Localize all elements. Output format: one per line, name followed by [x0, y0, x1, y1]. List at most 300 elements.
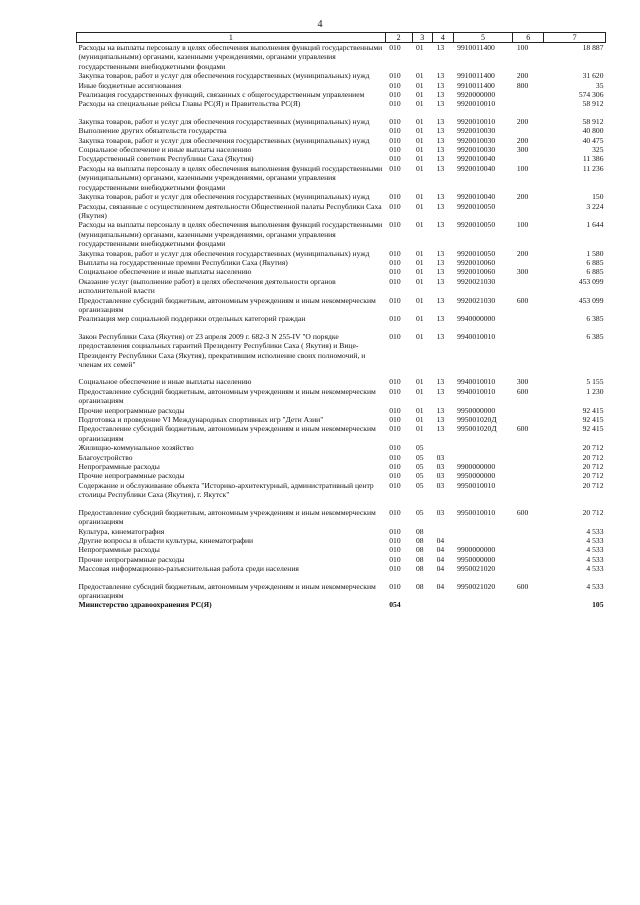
row-target-article: 9940000000 — [457, 314, 496, 324]
row-description: Предоставление субсидий бюджетным, автономным учреждениям и иным некоммерческим организациям — [78, 424, 376, 443]
table-row — [77, 564, 606, 573]
row-target-article: 9950000000 — [457, 554, 496, 564]
row-expense-type — [513, 462, 544, 471]
row-section-code: 05 — [416, 480, 424, 490]
row-target-article: 9920010050 — [457, 201, 496, 211]
row-amount: 20 712 — [582, 462, 604, 472]
row-expense-type — [513, 314, 544, 323]
row-section-code: 01 — [416, 405, 424, 415]
row-description: Прочие непрограммные расходы — [78, 405, 185, 415]
row-target-article: 9940010010 — [457, 377, 496, 387]
row-amount: 4 533 — [586, 535, 604, 545]
row-subsection-code: 13 — [436, 276, 445, 286]
row-target-article: 9920010050 — [457, 220, 496, 230]
table-row — [77, 145, 606, 154]
row-ministry-code: 010 — [389, 424, 401, 434]
row-description: Министерство здравоохранения РС(Я) — [78, 600, 212, 610]
row-amount: 453 099 — [578, 295, 604, 305]
row-section-code: 08 — [416, 535, 424, 545]
row-expense-type — [513, 324, 544, 370]
row-subsection-code: 13 — [436, 126, 445, 136]
row-description: Закупка товаров, работ и услуг для обеспечения государственных (муниципальных) нужд — [78, 135, 370, 145]
row-subsection-code: 03 — [436, 452, 445, 462]
row-section-code: 01 — [416, 424, 424, 434]
row-section-code: 01 — [416, 276, 424, 286]
row-amount: 92 415 — [582, 424, 604, 434]
row-description: Предоставление субсидий бюджетным, автономным учреждениям и иным некоммерческим организациям — [78, 581, 376, 600]
row-section-code: 01 — [416, 126, 424, 136]
row-ministry-code: 010 — [389, 135, 401, 145]
row-amount: 3 224 — [586, 201, 604, 211]
row-section-code: 01 — [416, 248, 424, 258]
row-expense-type: 300 — [516, 377, 529, 387]
row-amount: 11 386 — [582, 154, 604, 164]
header-col-3: 3 — [412, 33, 433, 43]
row-expense-type: 300 — [516, 267, 529, 277]
row-description: Расходы на выплаты персоналу в целях обеспечения выполнения функций государственными (муниципальными) органами, казенными учреждениями, органами управления государственными внебюджетными фондами — [78, 220, 383, 249]
row-amount: 6 885 — [586, 257, 604, 267]
row-description: Предоставление субсидий бюджетным, автономным учреждениям и иным некоммерческим организациям — [78, 386, 376, 406]
table-row — [77, 126, 606, 135]
row-expense-type: 600 — [516, 295, 529, 305]
row-expense-type — [513, 536, 544, 545]
row-subsection-code: 13 — [436, 314, 445, 324]
row-target-article: 9950021020 — [457, 581, 496, 591]
row-section-code: 08 — [416, 545, 424, 555]
row-target-article — [453, 443, 513, 452]
row-description: Культура, кинематография — [78, 526, 165, 536]
row-subsection-code: 04 — [436, 564, 445, 574]
row-target-article: 9910011400 — [457, 43, 495, 52]
row-amount: 105 — [592, 600, 604, 610]
row-section-code: 08 — [416, 526, 424, 536]
table-row — [77, 443, 606, 452]
row-amount: 58 912 — [582, 116, 604, 126]
row-expense-type: 200 — [516, 248, 529, 258]
row-target-article: 9950021020 — [457, 564, 496, 574]
row-section-code: 01 — [416, 192, 424, 202]
row-target-article: 9920010050 — [457, 248, 496, 258]
row-ministry-code: 010 — [389, 295, 401, 305]
row-target-article: 9950000000 — [457, 405, 496, 415]
row-amount: 574 306 — [578, 90, 604, 100]
row-target-article: 9920010060 — [457, 257, 496, 267]
row-target-article: 9920010040 — [457, 154, 496, 164]
row-ministry-code: 010 — [389, 314, 401, 324]
row-target-article: 9940010010 — [457, 386, 496, 396]
row-description: Непрограммные расходы — [78, 462, 160, 472]
row-expense-type: 600 — [516, 507, 529, 517]
row-section-code: 01 — [416, 295, 424, 305]
table-row — [77, 387, 606, 406]
table-row — [77, 192, 606, 201]
row-ministry-code: 010 — [389, 462, 401, 472]
row-expense-type — [513, 126, 544, 135]
row-description: Закупка товаров, работ и услуг для обеспечения государственных (муниципальных) нужд — [78, 116, 370, 126]
table-row — [77, 154, 606, 163]
row-ministry-code: 010 — [389, 192, 401, 202]
row-section-code: 05 — [416, 443, 424, 453]
row-description: Непрограммные расходы — [78, 545, 160, 555]
row-target-article: 9920021030 — [457, 295, 496, 305]
row-description: Расходы на выплаты персоналу в целях обеспечения выполнения функций государственными (муниципальными) органами, казенными учреждениями, органами управления государственными внебюджетными фондами — [78, 163, 383, 192]
row-subsection-code: 13 — [436, 163, 445, 173]
row-description: Оказание услуг (выполнение работ) в целях обеспечения деятельности органов исполнительной власти — [78, 276, 336, 296]
row-target-article: 9920010010 — [457, 116, 496, 126]
row-subsection-code: 13 — [436, 145, 445, 155]
row-amount: 92 415 — [582, 405, 604, 415]
row-section-code: 05 — [416, 471, 424, 481]
row-target-article: 9920010040 — [457, 163, 496, 173]
row-section-code: 08 — [416, 564, 424, 574]
row-amount: 4 533 — [586, 581, 604, 591]
row-amount: 1 230 — [586, 386, 604, 396]
row-ministry-code: 010 — [389, 471, 401, 481]
row-section-code: 01 — [416, 257, 424, 267]
row-ministry-code: 010 — [389, 535, 401, 545]
table-row — [77, 406, 606, 415]
row-description: Закупка товаров, работ и услуг для обеспечения государственных (муниципальных) нужд — [78, 71, 370, 81]
row-section-code: 05 — [416, 462, 424, 472]
row-description: Благоустройство — [78, 452, 133, 462]
page-number: 4 — [317, 19, 323, 30]
row-section-code: 08 — [416, 581, 424, 591]
row-description: Предоставление субсидий бюджетным, автономным учреждениям и иным некоммерческим организациям — [78, 295, 376, 314]
row-ministry-code: 010 — [389, 480, 401, 490]
row-ministry-code: 010 — [389, 386, 401, 396]
row-expense-type — [513, 277, 544, 296]
row-description: Государственный советник Республики Саха (Якутия) — [78, 154, 254, 164]
row-section-code: 08 — [416, 554, 424, 564]
row-ministry-code: 010 — [389, 116, 401, 126]
row-expense-type — [513, 90, 544, 99]
row-amount: 11 236 — [582, 163, 604, 173]
row-subsection-code: 03 — [436, 462, 445, 472]
row-subsection-code: 13 — [436, 71, 445, 81]
header-col-1: 1 — [77, 33, 386, 43]
row-section-code: 01 — [416, 43, 424, 52]
row-ministry-code: 010 — [389, 554, 401, 564]
row-description: Прочие непрограммные расходы — [78, 554, 185, 564]
row-target-article: 9950000000 — [457, 471, 496, 481]
header-col-4: 4 — [433, 33, 454, 43]
row-amount: 4 533 — [586, 545, 604, 555]
row-ministry-code: 010 — [389, 43, 401, 52]
row-target-article: 9900000000 — [457, 462, 496, 472]
row-subsection-code: 13 — [436, 135, 445, 145]
row-expense-type: 600 — [516, 386, 529, 396]
row-ministry-code: 010 — [389, 452, 401, 462]
table-row — [77, 527, 606, 536]
row-amount: 6 385 — [586, 331, 604, 341]
row-subsection-code: 04 — [436, 554, 445, 564]
row-expense-type: 200 — [516, 71, 529, 81]
row-section-code: 01 — [416, 80, 424, 90]
table-row — [77, 314, 606, 323]
row-amount: 58 912 — [582, 99, 604, 109]
header-col-2: 2 — [385, 33, 412, 43]
row-expense-type — [513, 545, 544, 554]
row-subsection-code: 13 — [436, 116, 445, 126]
row-ministry-code: 010 — [389, 564, 401, 574]
table-row — [77, 471, 606, 480]
table-row — [77, 109, 606, 126]
row-target-article: 995001020Д — [457, 424, 497, 434]
row-ministry-code: 010 — [389, 377, 401, 387]
row-ministry-code: 010 — [389, 331, 401, 341]
row-ministry-code: 010 — [389, 80, 401, 90]
row-amount: 20 712 — [582, 507, 604, 517]
table-row — [77, 99, 606, 108]
table-row — [77, 536, 606, 545]
row-section-code: 05 — [416, 507, 424, 517]
row-subsection-code — [433, 600, 454, 609]
row-subsection-code: 13 — [436, 220, 445, 230]
row-target-article: 9950010010 — [457, 480, 496, 490]
row-description: Другие вопросы в области культуры, кинематографии — [78, 535, 254, 545]
row-section-code: 01 — [416, 71, 424, 81]
row-amount: 4 533 — [586, 526, 604, 536]
row-description: Социальное обеспечение и иные выплаты населению — [78, 377, 252, 387]
row-subsection-code: 03 — [436, 507, 445, 517]
row-target-article — [453, 536, 513, 545]
row-expense-type — [513, 415, 544, 424]
row-target-article: 9920010040 — [457, 192, 496, 202]
row-subsection-code: 13 — [436, 415, 445, 425]
row-expense-type: 200 — [516, 135, 529, 145]
row-subsection-code: 13 — [436, 257, 445, 267]
row-subsection-code — [433, 443, 454, 452]
row-section-code — [412, 600, 433, 609]
row-expense-type: 200 — [516, 192, 529, 202]
row-amount: 1 580 — [586, 248, 604, 258]
row-expense-type: 100 — [516, 43, 529, 52]
row-ministry-code: 010 — [389, 276, 401, 286]
row-section-code: 01 — [416, 163, 424, 173]
row-ministry-code: 010 — [389, 248, 401, 258]
row-section-code: 01 — [416, 331, 424, 341]
row-section-code: 01 — [416, 314, 424, 324]
row-ministry-code: 010 — [389, 99, 401, 109]
row-description: Закупка товаров, работ и услуг для обеспечения государственных (муниципальных) нужд — [78, 248, 370, 258]
table-row — [77, 71, 606, 80]
row-section-code: 01 — [416, 386, 424, 396]
row-section-code: 01 — [416, 201, 424, 211]
row-description: Массовая информационно-разъяснительная работа среди населения — [78, 564, 299, 574]
table-row — [77, 500, 606, 527]
table-row — [77, 545, 606, 554]
row-expense-type — [513, 406, 544, 415]
table-row — [77, 462, 606, 471]
row-target-article: 9910011400 — [457, 80, 495, 90]
row-section-code: 05 — [416, 452, 424, 462]
table-row — [77, 424, 606, 443]
row-expense-type — [513, 99, 544, 108]
row-section-code: 01 — [416, 116, 424, 126]
table-row — [77, 43, 606, 72]
row-amount: 35 — [595, 80, 604, 90]
row-description: Иные бюджетные ассигнования — [78, 80, 182, 90]
row-target-article: 9920010030 — [457, 145, 496, 155]
row-target-article — [453, 453, 513, 462]
row-ministry-code: 010 — [389, 145, 401, 155]
row-subsection-code: 13 — [436, 267, 445, 277]
row-ministry-code: 010 — [389, 90, 401, 100]
table-row — [77, 277, 606, 296]
table-row — [77, 600, 606, 609]
row-description: Подготовка и проведение VI Международных спортивных игр "Дети Азии" — [78, 415, 324, 425]
row-ministry-code: 054 — [389, 600, 401, 610]
row-subsection-code: 13 — [436, 99, 445, 109]
row-expense-type — [513, 471, 544, 480]
row-target-article: 9920000000 — [457, 90, 496, 100]
row-description: Социальное обеспечение и иные выплаты населению — [78, 267, 252, 277]
row-expense-type: 800 — [516, 80, 529, 90]
row-ministry-code: 010 — [389, 257, 401, 267]
row-amount: 20 712 — [582, 452, 604, 462]
header-col-6: 6 — [513, 33, 544, 43]
header-col-5: 5 — [453, 33, 513, 43]
row-amount: 31 620 — [582, 71, 604, 81]
row-subsection-code: 03 — [436, 471, 445, 481]
row-target-article: 9910011400 — [457, 71, 495, 81]
row-section-code: 01 — [416, 154, 424, 164]
row-expense-type: 600 — [516, 424, 529, 434]
row-subsection-code: 13 — [436, 331, 445, 341]
row-expense-type: 200 — [516, 116, 529, 126]
row-subsection-code: 04 — [436, 535, 445, 545]
table-row — [77, 481, 606, 500]
row-subsection-code: 13 — [436, 424, 445, 434]
row-subsection-code: 13 — [436, 295, 445, 305]
row-ministry-code: 010 — [389, 267, 401, 277]
row-ministry-code: 010 — [389, 163, 401, 173]
row-ministry-code: 010 — [389, 443, 401, 453]
row-amount: 40 800 — [582, 126, 604, 136]
row-ministry-code: 010 — [389, 405, 401, 415]
table-row — [77, 249, 606, 258]
row-description: Реализация мер социальной поддержки отдельных категорий граждан — [78, 314, 306, 324]
row-target-article: 9900000000 — [457, 545, 496, 555]
row-target-article: 9920010060 — [457, 267, 496, 277]
row-subsection-code — [433, 527, 454, 536]
row-target-article: 9920010010 — [457, 99, 496, 109]
row-expense-type — [513, 258, 544, 267]
table-row — [77, 453, 606, 462]
row-section-code: 01 — [416, 220, 424, 230]
row-ministry-code: 010 — [389, 201, 401, 211]
row-amount: 92 415 — [582, 415, 604, 425]
row-description: Прочие непрограммные расходы — [78, 471, 185, 481]
row-amount: 4 533 — [586, 554, 604, 564]
header-row — [77, 33, 606, 43]
row-section-code: 01 — [416, 135, 424, 145]
header-col-7: 7 — [544, 33, 606, 43]
row-target-article: 995001020Д — [457, 415, 497, 425]
table-row — [77, 90, 606, 99]
row-ministry-code: 010 — [389, 126, 401, 136]
row-description: Содержание и обслуживание объекта "Историко-архитектурный, административный центр столицы Республики Саха (Якутия), г. Якутск" — [78, 480, 374, 500]
row-expense-type: 600 — [516, 581, 529, 591]
row-subsection-code: 03 — [436, 480, 445, 490]
row-section-code: 01 — [416, 415, 424, 425]
table-row — [77, 164, 606, 192]
row-ministry-code: 010 — [389, 415, 401, 425]
row-expense-type: 300 — [516, 145, 529, 155]
row-target-article: 9920021030 — [457, 276, 496, 286]
row-target-article — [453, 527, 513, 536]
row-section-code: 01 — [416, 145, 424, 155]
row-section-code: 01 — [416, 90, 424, 100]
table-row — [77, 415, 606, 424]
row-description: Расходы на выплаты персоналу в целях обеспечения выполнения функций государственными (муниципальными) органами, казенными учреждениями, органами управления государственными внебюджетными фондами — [78, 43, 383, 71]
row-expense-type — [513, 527, 544, 536]
row-subsection-code: 13 — [436, 405, 445, 415]
row-subsection-code: 13 — [436, 154, 445, 164]
row-amount: 4 533 — [586, 564, 604, 574]
row-amount: 6 385 — [586, 314, 604, 324]
table-row — [77, 136, 606, 145]
row-target-article: 9920010030 — [457, 126, 496, 136]
row-target-article — [453, 600, 513, 609]
row-description: Закупка товаров, работ и услуг для обеспечения государственных (муниципальных) нужд — [78, 192, 370, 202]
row-subsection-code: 13 — [436, 80, 445, 90]
row-subsection-code: 04 — [436, 581, 445, 591]
row-subsection-code: 13 — [436, 386, 445, 396]
row-ministry-code: 010 — [389, 581, 401, 591]
row-subsection-code: 13 — [436, 192, 445, 202]
row-description: Реализация государственных функций, связанных с общегосударственным управлением — [78, 90, 365, 100]
row-target-article: 9940010010 — [457, 331, 496, 341]
row-section-code: 01 — [416, 99, 424, 109]
row-subsection-code: 13 — [436, 43, 445, 52]
table-row — [77, 220, 606, 248]
row-subsection-code: 13 — [436, 248, 445, 258]
row-expense-type — [513, 564, 544, 573]
row-ministry-code: 010 — [389, 545, 401, 555]
row-expense-type — [513, 481, 544, 500]
row-section-code: 01 — [416, 267, 424, 277]
row-amount: 18 887 — [582, 43, 604, 52]
row-amount: 20 712 — [582, 471, 604, 481]
table-body — [77, 43, 606, 610]
row-ministry-code: 010 — [389, 507, 401, 517]
row-amount: 6 885 — [586, 267, 604, 277]
row-description: Социальное обеспечение и иные выплаты населению — [78, 145, 252, 155]
row-description: Расходы, связанные с осуществлением деятельности Общественной палаты Республики Саха (Якутия) — [78, 201, 382, 220]
row-amount: 20 712 — [582, 480, 604, 490]
table-row — [77, 202, 606, 221]
row-description: Выплаты на государственные премии Республики Саха (Якутия) — [78, 257, 288, 267]
row-description: Расходы на специальные рейсы Главы РС(Я) и Правительства РС(Я) — [78, 99, 301, 109]
table-row — [77, 369, 606, 386]
row-expense-type: 100 — [516, 220, 529, 230]
table-row — [77, 296, 606, 315]
row-expense-type: 100 — [516, 163, 529, 173]
row-expense-type — [513, 600, 544, 609]
row-target-article: 9950010010 — [457, 507, 496, 517]
row-ministry-code: 010 — [389, 154, 401, 164]
table-row — [77, 574, 606, 601]
row-amount: 20 712 — [582, 443, 604, 453]
row-subsection-code: 13 — [436, 201, 445, 211]
table-row — [77, 555, 606, 564]
row-description: Выполнение других обязательств государства — [78, 126, 227, 136]
row-ministry-code: 010 — [389, 220, 401, 230]
row-section-code: 01 — [416, 377, 424, 387]
row-ministry-code: 010 — [389, 71, 401, 81]
row-description: Предоставление субсидий бюджетным, автономным учреждениям и иным некоммерческим организациям — [78, 507, 376, 527]
